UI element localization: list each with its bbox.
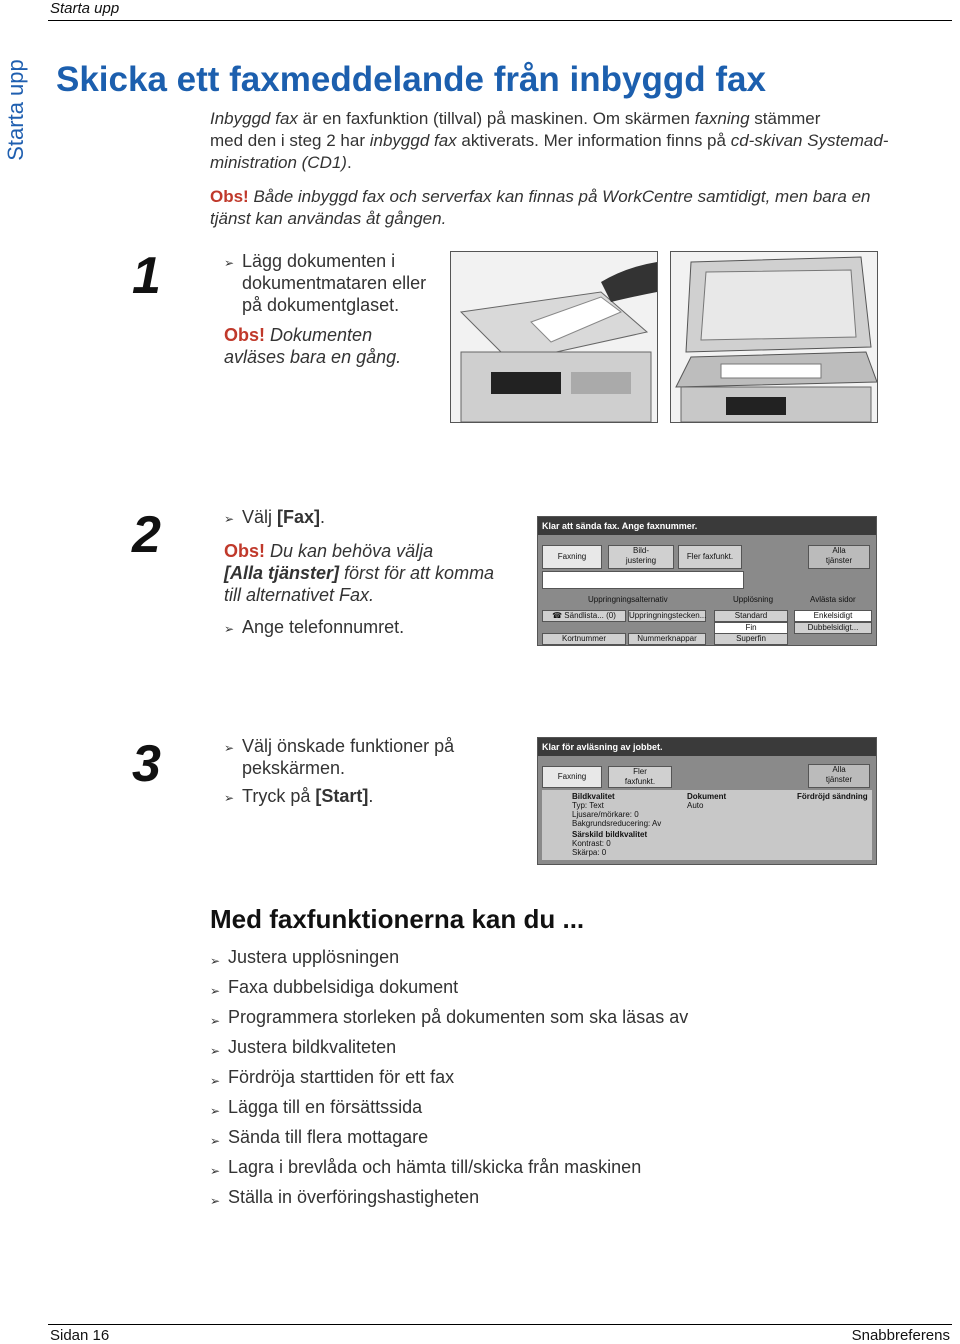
keypad-button[interactable]: Nummerknappar [628, 633, 706, 645]
arrow-bullet-icon: ➢ [210, 954, 221, 968]
arrow-bullet-icon: ➢ [224, 622, 235, 636]
side-tab [2, 40, 30, 180]
standard-button[interactable]: Standard [714, 610, 788, 622]
fine-button[interactable]: Fin [714, 622, 788, 634]
list-item: ➢ Fördröja starttiden för ett fax [210, 1064, 950, 1094]
arrow-bullet-icon: ➢ [224, 512, 235, 526]
obs-note: Obs! Både inbyggd fax och serverfax kan finnas på WorkCentre samtidigt, men bara en tjänst kan användas åt gången. [210, 187, 871, 228]
step-number: 2 [132, 506, 161, 564]
arrow-bullet-icon: ➢ [210, 1194, 221, 1208]
side-tab-label: Starta upp [3, 59, 28, 161]
list-item: ➢ Ställa in överföringshastigheten [210, 1184, 950, 1214]
arrow-bullet-icon: ➢ [224, 741, 235, 755]
options-panel [542, 790, 872, 860]
step2-text [224, 506, 524, 640]
tab-fler-faxfunkt[interactable]: Fler faxfunkt. [608, 766, 672, 788]
list-item: ➢ Faxa dubbelsidiga dokument [210, 974, 950, 1004]
fax-number-field[interactable] [542, 571, 744, 589]
fax-screen [537, 516, 877, 646]
list-item: ➢ Justera bildkvaliteten [210, 1034, 950, 1064]
page-title: Skicka ett faxmeddelande från inbyggd fax [56, 60, 766, 99]
copier-glass-photo [670, 251, 878, 423]
arrow-bullet-icon: ➢ [210, 1164, 221, 1178]
single-sided-button[interactable]: Enkelsidigt [794, 610, 872, 622]
option-value: Kontrast: 0 [572, 839, 611, 848]
list-item: ➢ Sända till flera mottagare [210, 1124, 950, 1154]
step-number: 1 [132, 247, 161, 305]
obs-label: Obs! [210, 187, 249, 206]
list-item: ➢ Lägga till en försättssida [210, 1094, 950, 1124]
arrow-bullet-icon: ➢ [210, 1014, 221, 1028]
screen-status: Klar för avläsning av jobbet. [538, 738, 876, 756]
step3-text [224, 735, 524, 809]
arrow-bullet-icon: ➢ [224, 256, 235, 270]
list-item: ➢ Lagra i brevlåda och hämta till/skicka från maskinen [210, 1154, 950, 1184]
intro-paragraph: Inbyggd fax är en faxfunktion (tillval) på maskinen. Om skärmen faxning stämmer med den i steg 2 har inbyggd fax aktiverats. Mer information finns på cd-skivan Systemad- ministration (CD1). [210, 109, 889, 172]
superfine-button[interactable]: Superfin [714, 633, 788, 645]
option-value: Auto [687, 801, 704, 810]
arrow-bullet-icon: ➢ [224, 791, 235, 805]
step2-obs: Obs! Du kan behöva välja [Alla tjänster] först för att komma till alternativet Fax. [224, 541, 495, 605]
tab-fler-faxfunkt[interactable]: Fler faxfunkt. [678, 545, 742, 569]
page-number: Sidan 16 [50, 1327, 110, 1344]
list-item: ➢ Tryck på [Start]. [224, 785, 524, 809]
list-item: ➢ Välj [Fax]. [224, 506, 524, 530]
list-item: ➢ Programmera storleken på dokumenten som ska läsas av [210, 1004, 950, 1034]
arrow-bullet-icon: ➢ [210, 1104, 221, 1118]
image-quality-option[interactable]: Bildkvalitet [572, 792, 615, 801]
speed-dial-button[interactable]: Kortnummer [542, 633, 626, 645]
header-rule [48, 20, 952, 21]
feature-list [210, 944, 950, 1214]
option-value: Ljusare/mörkare: 0 [572, 810, 639, 819]
all-services-button[interactable]: Alla tjänster [808, 764, 870, 788]
list-item: ➢ Ange telefonnumret. [224, 616, 524, 640]
tab-faxning[interactable]: Faxning [542, 545, 602, 569]
arrow-bullet-icon: ➢ [210, 1074, 221, 1088]
option-value: Bakgrundsreducering: Av [572, 819, 662, 828]
footer-rule [48, 1324, 952, 1325]
copier-feeder-photo [450, 251, 658, 423]
option-value: Skärpa: 0 [572, 848, 607, 857]
section-title: Med faxfunktionerna kan du ... [210, 904, 585, 934]
all-services-button[interactable]: Alla tjänster [808, 545, 870, 569]
list-item: ➢ Justera upplösningen [210, 944, 950, 974]
double-sided-button[interactable]: Dubbelsidigt... [794, 622, 872, 634]
resolution-label: Upplösning [733, 595, 774, 604]
step1-obs: Obs! Dokumenten avläses bara en gång. [224, 325, 402, 367]
list-item: ➢ Lägg dokumenten i dokumentmataren eller på dokumentglaset. [224, 251, 427, 315]
list-item: ➢ Välj önskade funktioner på pekskärmen. [224, 736, 455, 778]
running-header: Starta upp [50, 0, 120, 17]
step1-text [224, 250, 444, 368]
arrow-bullet-icon: ➢ [210, 1044, 221, 1058]
scanned-sides-label: Avlästa sidor [810, 595, 856, 604]
arrow-bullet-icon: ➢ [210, 984, 221, 998]
special-quality-option[interactable]: Särskild bildkvalitet [572, 830, 648, 839]
delayed-send-option[interactable]: Fördröjd sändning [797, 792, 868, 801]
screen-status: Klar att sända fax. Ange faxnummer. [538, 517, 876, 535]
tab-faxning[interactable]: Faxning [542, 766, 602, 788]
step-number: 3 [132, 735, 161, 793]
option-value: Typ: Text [572, 801, 604, 810]
document-option[interactable]: Dokument [687, 792, 727, 801]
document-name: Snabbreferens [851, 1327, 950, 1344]
dial-chars-button[interactable]: Uppringningstecken... [629, 611, 707, 620]
tab-bildjustering[interactable]: Bild- justering [608, 545, 674, 569]
fax-options-screen [537, 737, 877, 865]
dial-options-label: Uppringningsalternativ [588, 595, 668, 604]
arrow-bullet-icon: ➢ [210, 1134, 221, 1148]
send-list-button[interactable]: ☎ Sändlista... (0) [542, 610, 626, 622]
